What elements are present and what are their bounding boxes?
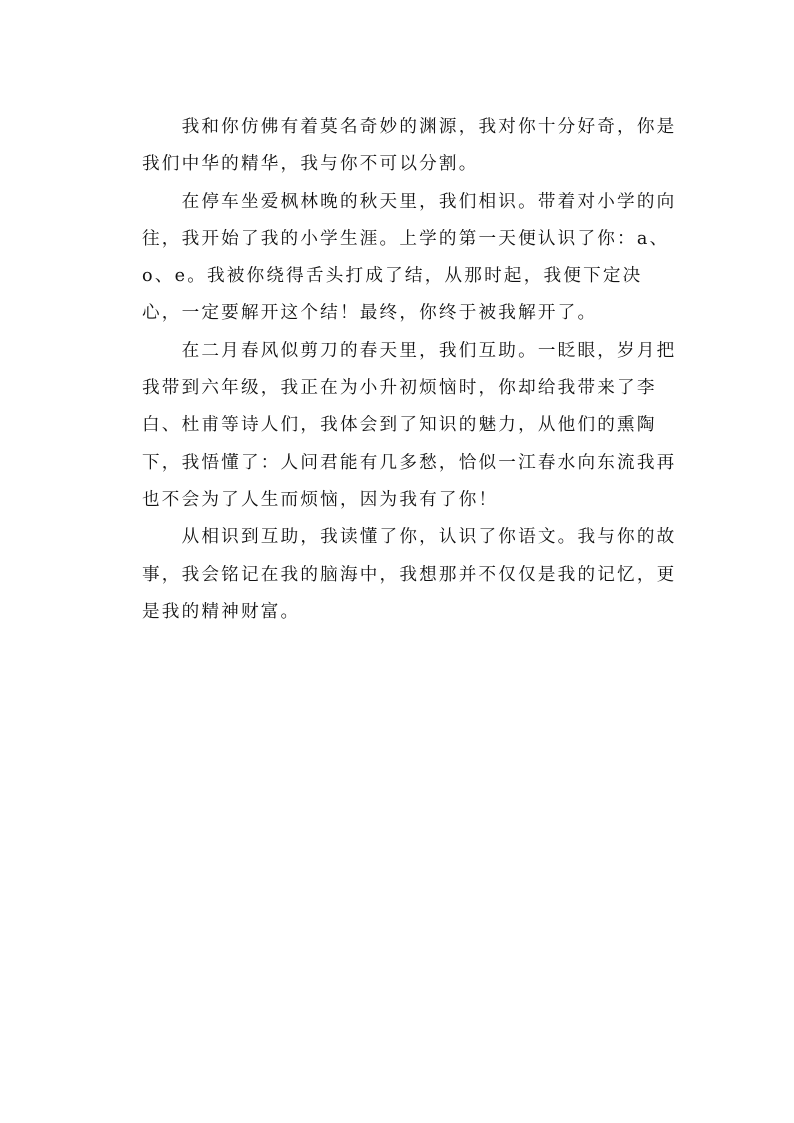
document-body bbox=[142, 109, 677, 631]
paragraph-1: 我和你仿佛有着莫名奇妙的渊源，我对你十分好奇，你是我们中华的精华，我与你不可以分割。 bbox=[142, 117, 677, 175]
paragraph-3: 在二月春风似剪刀的春天里，我们互助。一眨眼，岁月把我带到六年级，我正在为小升初烦恼时，你却给我带来了李白、杜甫等诗人们，我体会到了知识的魅力，从他们的熏陶下，我悟懂了：人问君能有几多愁，恰似一江春水向东流我再也不会为了人生而烦恼，因为我有了你！ bbox=[142, 340, 677, 510]
paragraph-2: 在停车坐爱枫林晚的秋天里，我们相识。带着对小学的向往，我开始了我的小学生涯。上学的第一天便认识了你：a、o、e。我被你绕得舌头打成了结，从那时起，我便下定决心，一定要解开这个结！最终，你终于被我解开了。 bbox=[142, 191, 677, 324]
paragraph-4: 从相识到互助，我读懂了你，认识了你语文。我与你的故事，我会铭记在我的脑海中，我想那并不仅仅是我的记忆，更是我的精神财富。 bbox=[142, 527, 677, 622]
